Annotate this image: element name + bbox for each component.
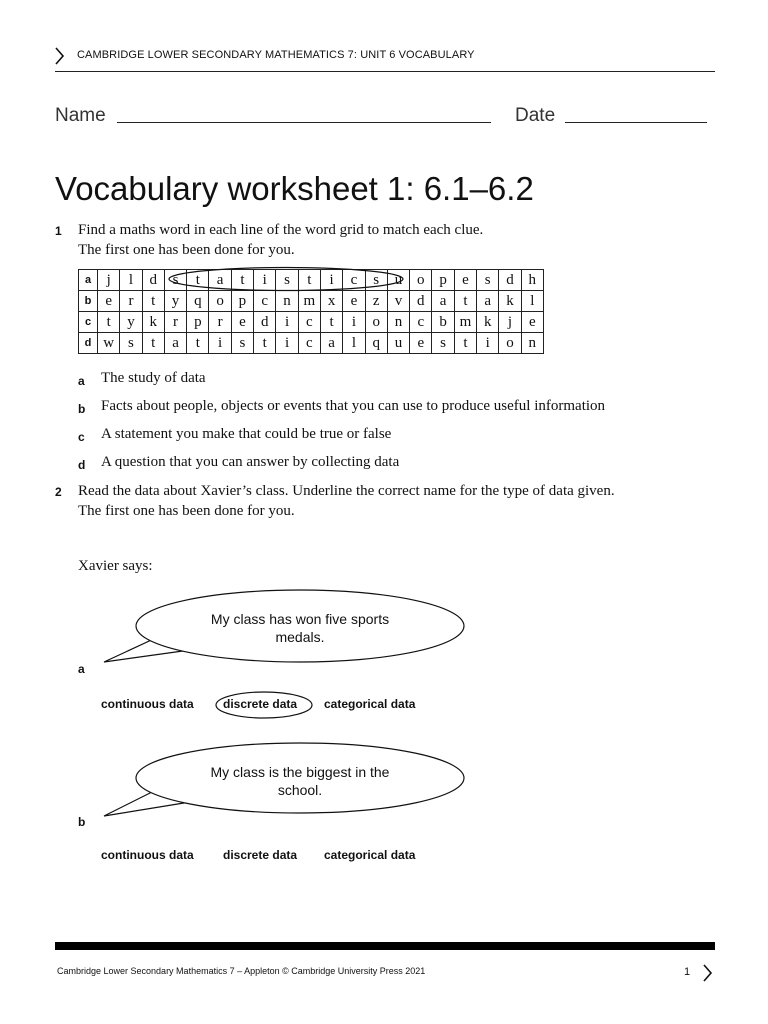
footer-bar	[55, 942, 715, 950]
clue-letter-c: c	[78, 430, 85, 444]
grid-cell: s	[231, 333, 253, 354]
question-1-instruction-line2: The first one has been done for you.	[78, 242, 295, 258]
grid-row-d	[79, 333, 544, 354]
grid-cell: l	[120, 270, 142, 291]
grid-cell: k	[142, 312, 164, 333]
grid-cell: c	[254, 291, 276, 312]
running-header: CAMBRIDGE LOWER SECONDARY MATHEMATICS 7: UNIT 6 VOCABULARY	[77, 49, 475, 61]
chevron-right-icon	[53, 46, 65, 69]
name-label: Name	[55, 105, 106, 126]
grid-cell: t	[254, 333, 276, 354]
grid-cell: s	[477, 270, 499, 291]
clue-text-c: A statement you make that could be true or false	[101, 426, 392, 442]
grid-cell: i	[320, 270, 342, 291]
grid-cell: i	[477, 333, 499, 354]
grid-cell: i	[343, 312, 365, 333]
grid-cell: e	[343, 291, 365, 312]
grid-cell: s	[365, 270, 387, 291]
grid-cell: e	[98, 291, 120, 312]
speech-text-b: My class is the biggest in the school.	[210, 764, 390, 798]
grid-cell: d	[142, 270, 164, 291]
grid-row-label: a	[79, 270, 98, 291]
grid-cell: y	[164, 291, 186, 312]
grid-row-label: c	[79, 312, 98, 333]
grid-cell: q	[365, 333, 387, 354]
grid-cell: u	[387, 270, 409, 291]
question-2-instruction-line1: Read the data about Xavier’s class. Underline the correct name for the type of data given.	[78, 483, 615, 499]
chevron-right-icon[interactable]	[701, 963, 713, 988]
grid-cell: d	[254, 312, 276, 333]
grid-cell: p	[187, 312, 209, 333]
grid-cell: i	[276, 312, 298, 333]
grid-row-label: b	[79, 291, 98, 312]
grid-cell: t	[454, 291, 476, 312]
option-categorical-data-b[interactable]: categorical data	[324, 848, 416, 862]
clue-letter-d: d	[78, 458, 86, 472]
clue-text-a: The study of data	[101, 370, 206, 386]
option-continuous-data-b[interactable]: continuous data	[101, 848, 194, 862]
speaker-label: Xavier says:	[78, 558, 153, 574]
grid-cell: t	[187, 333, 209, 354]
speech-text-a: My class has won five sports medals.	[210, 611, 390, 645]
grid-cell: b	[432, 312, 454, 333]
grid-cell: m	[454, 312, 476, 333]
question-1-number: 1	[55, 224, 62, 238]
grid-cell: e	[454, 270, 476, 291]
option-discrete-data-a[interactable]: discrete data	[223, 697, 298, 711]
grid-cell: o	[499, 333, 521, 354]
grid-cell: i	[276, 333, 298, 354]
grid-cell: e	[521, 312, 543, 333]
grid-cell: a	[164, 333, 186, 354]
grid-cell: t	[142, 291, 164, 312]
clue-text-d: A question that you can answer by collecting data	[101, 454, 400, 470]
question-2-number: 2	[55, 485, 62, 499]
question-1-instruction-line1: Find a maths word in each line of the word grid to match each clue.	[78, 222, 484, 238]
grid-cell: z	[365, 291, 387, 312]
grid-cell: d	[410, 291, 432, 312]
header-rule	[55, 71, 715, 72]
clue-letter-a: a	[78, 374, 85, 388]
clue-text-b: Facts about people, objects or events that you can use to produce useful information	[101, 398, 606, 414]
grid-cell: c	[298, 333, 320, 354]
grid-cell: l	[343, 333, 365, 354]
grid-cell: s	[120, 333, 142, 354]
option-continuous-data-a[interactable]: continuous data	[101, 697, 194, 711]
grid-cell: r	[209, 312, 231, 333]
grid-cell: n	[387, 312, 409, 333]
grid-cell: t	[142, 333, 164, 354]
page-number: 1	[684, 966, 691, 978]
question-2-instruction-line2: The first one has been done for you.	[78, 503, 295, 519]
grid-cell: t	[320, 312, 342, 333]
grid-row-b	[79, 291, 544, 312]
grid-row-c	[79, 312, 544, 333]
grid-cell: v	[387, 291, 409, 312]
grid-cell: s	[164, 270, 186, 291]
grid-cell: i	[209, 333, 231, 354]
grid-cell: c	[298, 312, 320, 333]
footer-credit: Cambridge Lower Secondary Mathematics 7 – Appleton © Cambridge University Press 2021	[57, 966, 426, 976]
grid-cell: a	[209, 270, 231, 291]
grid-cell: a	[320, 333, 342, 354]
grid-cell: p	[432, 270, 454, 291]
grid-cell: o	[365, 312, 387, 333]
name-field[interactable]	[117, 122, 491, 123]
grid-cell: r	[164, 312, 186, 333]
word-circle-statistics	[160, 265, 420, 293]
option-categorical-data-a[interactable]: categorical data	[324, 697, 416, 711]
grid-cell: c	[343, 270, 365, 291]
option-discrete-data-b[interactable]: discrete data	[223, 848, 298, 862]
grid-cell: y	[120, 312, 142, 333]
grid-cell: t	[231, 270, 253, 291]
grid-cell: t	[98, 312, 120, 333]
grid-cell: d	[499, 270, 521, 291]
grid-cell: a	[432, 291, 454, 312]
grid-cell: r	[120, 291, 142, 312]
clue-letter-b: b	[78, 402, 86, 416]
grid-cell: n	[521, 333, 543, 354]
grid-cell: j	[499, 312, 521, 333]
grid-cell: o	[410, 270, 432, 291]
grid-cell: t	[298, 270, 320, 291]
grid-cell: k	[477, 312, 499, 333]
grid-cell: q	[187, 291, 209, 312]
grid-cell: s	[276, 270, 298, 291]
date-label: Date	[515, 105, 556, 126]
grid-cell: e	[231, 312, 253, 333]
grid-cell: w	[98, 333, 120, 354]
grid-cell: x	[320, 291, 342, 312]
grid-cell: t	[187, 270, 209, 291]
grid-cell: m	[298, 291, 320, 312]
page-title: Vocabulary worksheet 1: 6.1–6.2	[55, 170, 534, 207]
grid-cell: n	[276, 291, 298, 312]
grid-cell: p	[231, 291, 253, 312]
grid-cell: l	[521, 291, 543, 312]
grid-cell: c	[410, 312, 432, 333]
item-letter-b: b	[78, 815, 86, 829]
grid-cell: s	[432, 333, 454, 354]
grid-cell: k	[499, 291, 521, 312]
grid-cell: i	[254, 270, 276, 291]
grid-row-label: d	[79, 333, 98, 354]
grid-cell: o	[209, 291, 231, 312]
date-field[interactable]	[565, 122, 707, 123]
item-letter-a: a	[78, 662, 85, 676]
grid-cell: a	[477, 291, 499, 312]
grid-cell: t	[454, 333, 476, 354]
grid-cell: j	[98, 270, 120, 291]
grid-cell: e	[410, 333, 432, 354]
grid-cell: h	[521, 270, 543, 291]
grid-cell: u	[387, 333, 409, 354]
